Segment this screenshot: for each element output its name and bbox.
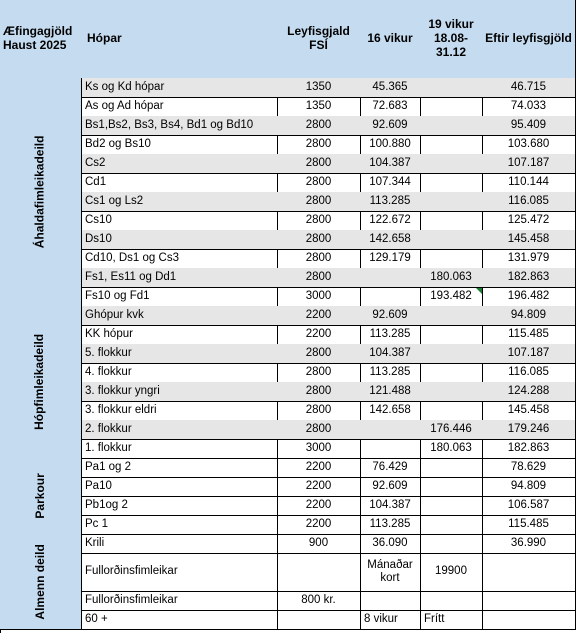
weeks19-cell xyxy=(420,173,483,193)
weeks16-cell: 72.683 xyxy=(360,97,421,117)
license-fee-cell: 900 xyxy=(277,534,361,554)
header-title: Æfingagjöld Haust 2025 xyxy=(0,0,82,79)
group-name: Cs2 xyxy=(81,154,278,174)
after-fee-cell: 94.809 xyxy=(482,306,576,326)
weeks19-cell xyxy=(420,116,483,136)
weeks16-cell: 121.488 xyxy=(360,382,421,402)
weeks19-cell xyxy=(420,249,483,269)
section-label xyxy=(0,534,82,630)
group-name: Ks og Kd hópar xyxy=(81,78,278,98)
section-label xyxy=(0,306,82,459)
weeks16-cell xyxy=(360,268,421,288)
after-fee-cell: 78.629 xyxy=(482,458,576,478)
weeks19-cell xyxy=(420,496,483,516)
weeks19-cell: 19900 xyxy=(420,553,483,592)
group-name: Fs10 og Fd1 xyxy=(81,287,278,307)
weeks19-cell: 180.063 xyxy=(420,439,483,459)
weeks16-cell: 92.609 xyxy=(360,477,421,497)
group-name: Pa10 xyxy=(81,477,278,497)
weeks19-cell xyxy=(420,325,483,345)
license-fee-cell: 3000 xyxy=(277,439,361,459)
section-label-text: Parkour xyxy=(32,473,47,519)
license-fee-cell xyxy=(277,553,361,592)
weeks19-cell xyxy=(420,230,483,250)
license-fee-cell: 2200 xyxy=(277,458,361,478)
group-name: Bs1,Bs2, Bs3, Bs4, Bd1 og Bd10 xyxy=(81,116,278,136)
license-fee-cell: 2800 xyxy=(277,135,361,155)
weeks19-cell xyxy=(420,477,483,497)
weeks16-cell: 8 vikur xyxy=(360,610,421,630)
group-name: 3. flokkur yngri xyxy=(81,382,278,402)
group-name: Fullorðinsfimleikar xyxy=(81,591,278,611)
header-19-weeks: 19 vikur 18.08-31.12 xyxy=(420,0,483,79)
license-fee-cell: 2800 xyxy=(277,230,361,250)
group-name: Ghópur kvk xyxy=(81,306,278,326)
after-fee-cell: 131.979 xyxy=(482,249,576,269)
weeks19-cell: 193.482 xyxy=(420,287,483,307)
weeks19-cell: 180.063 xyxy=(420,268,483,288)
weeks16-cell xyxy=(360,287,421,307)
weeks16-cell: 142.658 xyxy=(360,401,421,421)
section-label xyxy=(0,78,82,307)
after-fee-cell: 145.458 xyxy=(482,401,576,421)
weeks19-cell xyxy=(420,306,483,326)
license-fee-cell: 2200 xyxy=(277,325,361,345)
after-fee-cell xyxy=(482,610,576,630)
weeks19-cell xyxy=(420,363,483,383)
group-name: 60 + xyxy=(81,610,278,630)
group-name: Krili xyxy=(81,534,278,554)
weeks19-cell xyxy=(420,344,483,364)
after-fee-cell xyxy=(482,553,576,592)
after-fee-cell: 36.990 xyxy=(482,534,576,554)
group-name: KK hópur xyxy=(81,325,278,345)
license-fee-cell: 2200 xyxy=(277,477,361,497)
section-label-text: Hópfimleikadeild xyxy=(32,333,47,431)
header-license-fee: Leyfisgjald FSÍ xyxy=(277,0,361,79)
after-fee-cell: 116.085 xyxy=(482,363,576,383)
group-name: 2. flokkur xyxy=(81,420,278,440)
weeks19-cell xyxy=(420,192,483,212)
weeks16-cell: 104.387 xyxy=(360,344,421,364)
after-fee-cell: 145.458 xyxy=(482,230,576,250)
license-fee-cell: 2800 xyxy=(277,420,361,440)
group-name: Cd10, Ds1 og Cs3 xyxy=(81,249,278,269)
group-name: Cd1 xyxy=(81,173,278,193)
weeks19-cell xyxy=(420,97,483,117)
weeks16-cell: 45.365 xyxy=(360,78,421,98)
after-fee-cell: 107.187 xyxy=(482,154,576,174)
weeks16-cell: 113.285 xyxy=(360,325,421,345)
weeks16-cell: 76.429 xyxy=(360,458,421,478)
weeks19-cell xyxy=(420,515,483,535)
section-label-text: Áhaldafimleikadeild xyxy=(32,135,47,249)
weeks16-cell xyxy=(360,591,421,611)
group-name: As og Ad hópar xyxy=(81,97,278,117)
weeks16-cell: 36.090 xyxy=(360,534,421,554)
license-fee-cell: 2800 xyxy=(277,249,361,269)
header-groups: Hópar xyxy=(81,0,278,79)
weeks19-cell xyxy=(420,401,483,421)
header-after-fees: Eftir leyfisgjöld xyxy=(482,0,576,79)
weeks16-cell: 104.387 xyxy=(360,154,421,174)
license-fee-cell: 800 kr. xyxy=(277,591,361,611)
group-name: Pb1og 2 xyxy=(81,496,278,516)
after-fee-cell: 74.033 xyxy=(482,97,576,117)
group-name: Pc 1 xyxy=(81,515,278,535)
weeks19-cell xyxy=(420,534,483,554)
license-fee-cell: 1350 xyxy=(277,97,361,117)
weeks16-cell xyxy=(360,420,421,440)
group-name: 1. flokkur xyxy=(81,439,278,459)
group-name: 3. flokkur eldri xyxy=(81,401,278,421)
weeks16-cell: Mánaðar kort xyxy=(360,553,421,592)
after-fee-cell xyxy=(482,591,576,611)
license-fee-cell: 3000 xyxy=(277,287,361,307)
group-name: Fullorðinsfimleikar xyxy=(81,553,278,592)
weeks19-cell xyxy=(420,382,483,402)
weeks16-cell: 92.609 xyxy=(360,306,421,326)
cell-comment-marker xyxy=(476,288,482,294)
after-fee-cell: 182.863 xyxy=(482,439,576,459)
weeks16-cell: 122.672 xyxy=(360,211,421,231)
weeks16-cell: 92.609 xyxy=(360,116,421,136)
after-fee-cell: 103.680 xyxy=(482,135,576,155)
license-fee-cell: 2800 xyxy=(277,344,361,364)
after-fee-cell: 107.187 xyxy=(482,344,576,364)
after-fee-cell: 94.809 xyxy=(482,477,576,497)
license-fee-cell: 2800 xyxy=(277,363,361,383)
after-fee-cell: 106.587 xyxy=(482,496,576,516)
group-name: Bd2 og Bs10 xyxy=(81,135,278,155)
license-fee-cell: 2800 xyxy=(277,211,361,231)
group-name: Ds10 xyxy=(81,230,278,250)
license-fee-cell: 2800 xyxy=(277,401,361,421)
after-fee-cell: 95.409 xyxy=(482,116,576,136)
weeks19-cell xyxy=(420,135,483,155)
weeks19-cell xyxy=(420,154,483,174)
after-fee-cell: 115.485 xyxy=(482,325,576,345)
weeks19-cell xyxy=(420,591,483,611)
weeks16-cell: 107.344 xyxy=(360,173,421,193)
section-label-text: Almenn deild xyxy=(32,543,47,620)
weeks16-cell: 104.387 xyxy=(360,496,421,516)
weeks16-cell: 142.658 xyxy=(360,230,421,250)
license-fee-cell: 2800 xyxy=(277,192,361,212)
license-fee-cell: 2800 xyxy=(277,173,361,193)
after-fee-cell: 125.472 xyxy=(482,211,576,231)
weeks19-cell xyxy=(420,211,483,231)
after-fee-cell: 116.085 xyxy=(482,192,576,212)
weeks19-cell: Frítt xyxy=(420,610,483,630)
weeks19-cell: 176.446 xyxy=(420,420,483,440)
group-name: 5. flokkur xyxy=(81,344,278,364)
after-fee-cell: 124.288 xyxy=(482,382,576,402)
weeks16-cell xyxy=(360,439,421,459)
weeks16-cell: 100.880 xyxy=(360,135,421,155)
license-fee-cell xyxy=(277,610,361,630)
license-fee-cell: 2800 xyxy=(277,268,361,288)
after-fee-cell: 179.246 xyxy=(482,420,576,440)
weeks19-cell xyxy=(420,78,483,98)
group-name: 4. flokkur xyxy=(81,363,278,383)
weeks16-cell: 113.285 xyxy=(360,515,421,535)
license-fee-cell: 2200 xyxy=(277,496,361,516)
license-fee-cell: 2200 xyxy=(277,306,361,326)
group-name: Fs1, Es11 og Dd1 xyxy=(81,268,278,288)
after-fee-cell: 182.863 xyxy=(482,268,576,288)
weeks16-cell: 113.285 xyxy=(360,363,421,383)
section-label xyxy=(0,458,82,535)
group-name: Pa1 og 2 xyxy=(81,458,278,478)
weeks16-cell: 129.179 xyxy=(360,249,421,269)
weeks16-cell: 113.285 xyxy=(360,192,421,212)
weeks19-cell xyxy=(420,458,483,478)
license-fee-cell: 2800 xyxy=(277,154,361,174)
group-name: Cs1 og Ls2 xyxy=(81,192,278,212)
after-fee-cell: 115.485 xyxy=(482,515,576,535)
license-fee-cell: 1350 xyxy=(277,78,361,98)
license-fee-cell: 2800 xyxy=(277,116,361,136)
after-fee-cell: 46.715 xyxy=(482,78,576,98)
license-fee-cell: 2800 xyxy=(277,382,361,402)
after-fee-cell: 196.482 xyxy=(482,287,576,307)
header-16-weeks: 16 vikur xyxy=(360,0,421,79)
after-fee-cell: 110.144 xyxy=(482,173,576,193)
license-fee-cell: 2200 xyxy=(277,515,361,535)
group-name: Cs10 xyxy=(81,211,278,231)
